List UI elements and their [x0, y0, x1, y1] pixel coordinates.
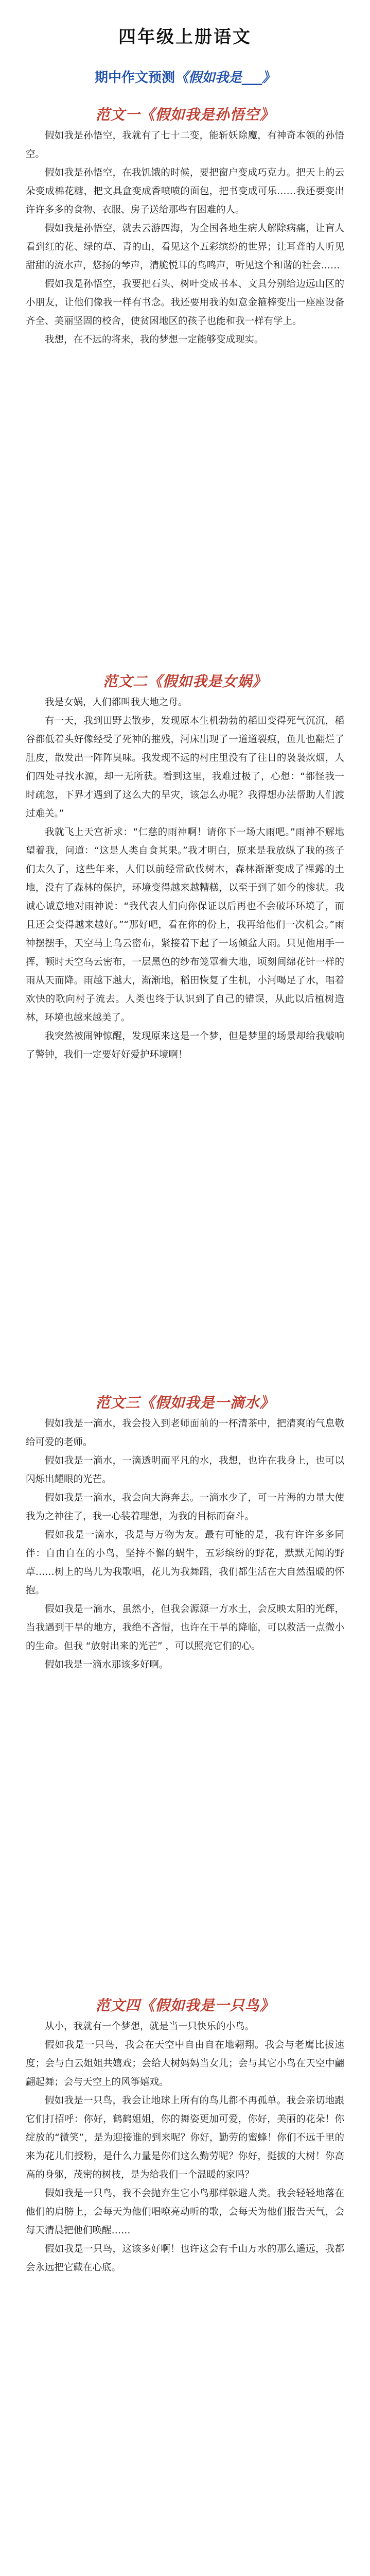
essay-4-paragraph: 从小，我就有一个梦想，就是当一只快乐的小鸟。: [45, 2021, 255, 2032]
essay-3: [0, 1391, 370, 1674]
essay-3-paragraph: 假如我是一滴水，一滴透明而平凡的水，我想，也许在我身上，也可以闪烁出耀眼的光芒。: [26, 1455, 344, 1485]
essay-2-paragraph: 我突然被闹钟惊醒，发现原来这是一个梦，但是梦里的场景却给我敲响了警钟，我们一定要好好爱护环境啊！: [26, 1031, 344, 1060]
essay-2-paragraph: 有一天，我到田野去散步，发现原本生机勃勃的稻田变得死气沉沉，稻谷都低着头好像经受了死神的摧残，河床出现了一道道裂痕，鱼儿也翻烂了肚皮，散发出一阵阵臭味。我发现不远的村庄里没有了往日的袅袅炊烟，人们四处寻找水源，却一无所获。看到这里，我难过极了，心想：“都怪我一时疏忽，下界才遇到了这么大的旱灾，该怎么办呢？我得想办法帮助人们渡过难关。”: [26, 716, 344, 819]
essay-1-title: 范文一《假如我是孙悟空》: [95, 106, 275, 123]
essay-3-title: 范文三《假如我是一滴水》: [95, 1394, 275, 1411]
essay-1-paragraph: 假如我是孙悟空，我要把石头、树叶变成书本、文具分别给边远山区的小朋友，让他们像我一样有书念。我还要用我的如意金箍棒变出一座座设备齐全、美丽坚固的校舍，使贫困地区的孩子也能和我一样有学上。: [26, 279, 344, 327]
essay-1-paragraph: 假如我是孙悟空，就去云游四海，为全国各地生病人解除病痛，让盲人看到红的花、绿的草、青的山，看见这个五彩缤纷的世界；让耳聋的人听见甜甜的流水声，悠扬的琴声，清脆悦耳的鸟鸣声，听见这个和谐的社会……: [26, 223, 344, 271]
essay-3-paragraph: 假如我是一滴水，我会向大海奔去。一滴水少了，可一片海的力量大使我为之神往了，我一心装着理想，为我的目标而奋斗。: [26, 1493, 344, 1522]
subtitle-prefix: 期中作文预测: [94, 70, 175, 86]
essay-1-paragraph: 假如我是孙悟空，我就有了七十二变，能斩妖除魔，有神奇本领的孙悟空。: [26, 130, 344, 160]
essay-1-paragraph: 假如我是孙悟空，在我饥饿的时候，要把窗户变成巧克力。把天上的云朵变成棉花糖，把文具盒变成香喷喷的面包，把书变成可乐……我还要变出许许多多的食物、衣服、房子送给那些有困难的人。: [26, 167, 344, 215]
essay-2: [0, 670, 370, 1064]
page-subtitle: [0, 67, 370, 86]
essay-2-paragraph: 我就飞上天宫祈求：“仁慈的雨神啊！请你下一场大雨吧。”雨神不解地望着我，问道：“这是人类自食其果。”我才明白，原来是我放纵了我的孩子们太久了，这些年来，人们以前经常砍伐树木，森林渐渐变成了裸露的土地，没有了森林的保护，环境变得越来越糟糕，以至于到了如今的惨状。我诚心诚意地对雨神说：“我代表人们向你保证以后再也不会破坏环境了，而且还会变得越来越好。”“那好吧，看在你的份上，我再给他们一次机会。”雨神摆摆手，天空马上乌云密布，紧接着下起了一场倾盆大雨。只见他用手一挥，顿时天空乌云密布，一层黑色的纱布笼罩着大地，顷刻间绵花针一样的雨从天而降。雨越下越大，渐渐地，稻田恢复了生机，小河喝足了水，唱着欢快的歌向村子流去。人类也终于认识到了自己的错误，从此以后植树造林，环境也越来越美了。: [26, 827, 344, 1023]
essay-4: [0, 1994, 370, 2277]
essay-1: [0, 103, 370, 349]
essay-2-paragraph: 我是女娲，人们都叫我大地之母。: [45, 697, 188, 708]
essay-3-paragraph: 假如我是一滴水，虽然小，但我会源源一方水土，会反映太阳的光辉，当我遇到干旱的地方，我绝不吝惜，也许在干旱的降临，可以救活一点微小的生命。但我 “放射出来的光芒” ，可以照亮它们的心。: [26, 1604, 344, 1652]
essay-4-title: 范文四《假如我是一只鸟》: [95, 1997, 275, 2014]
essay-4-paragraph: 假如我是一只鸟，我会在天空中自由自在地翱翔。我会与老鹰比拔速度；会与白云姐姐共嬉戏；会给大树妈妈当女儿；会与其它小鸟在天空中翩翩起舞；会与天空上的风筝嬉戏。: [26, 2040, 344, 2088]
essay-1-paragraph: 我想，在不远的将来，我的梦想一定能够变成现实。: [45, 334, 264, 345]
essay-2-title: 范文二《假如我是女娲》: [102, 673, 267, 690]
essay-4-paragraph: 假如我是一只鸟，我不会抛弃生它小鸟那样躲避人类。我会轻轻地落在他们的肩膀上，会每天为他们唱嘹亮动听的歌，会每天为他们报告天气，会每天清晨把他们唤醒……: [26, 2188, 344, 2236]
essay-3-paragraph: 假如我是一滴水，我会投入到老师面前的一杯清茶中，把清爽的气息敬给可爱的老师。: [26, 1418, 344, 1448]
page-title: 四年级上册语文: [118, 27, 252, 47]
essay-3-paragraph: 假如我是一滴水那该多好啊。: [45, 1659, 169, 1670]
essay-4-paragraph: 假如我是一只鸟，这该多好啊！也许这会有千山万水的那么遥远，我都会永远把它藏在心底。: [26, 2244, 344, 2273]
subtitle-quoted-topic: 《假如我是___》: [175, 70, 276, 86]
essay-4-paragraph: 假如我是一只鸟，我会让地球上所有的鸟儿都不再孤单。我会亲切地跟它们打招呼：你好，鹤鹤姐姐，你的舞姿更加可爱，你好，美丽的花朵！你绽放的“微笑”，是为迎接谁的到来呢？你好，勤劳的蜜蜂！你们不远千里的来为花儿们授粉，是什么力量是你们这么勤劳呢？你好，挺拔的大树！你高高的身躯，茂密的树枝，是为给我们一个温暖的家吗？: [26, 2095, 344, 2180]
essay-3-paragraph: 假如我是一滴水，我是与万物为友。最有可能的是，我有许许多多同伴：自由自在的小鸟，坚持不懈的蜗牛，五彩缤纷的野花，默默无闻的野草……树上的鸟儿为我歌唱，花儿为我舞蹈，我们都生活在大自然温暖的怀抱。: [26, 1530, 344, 1596]
